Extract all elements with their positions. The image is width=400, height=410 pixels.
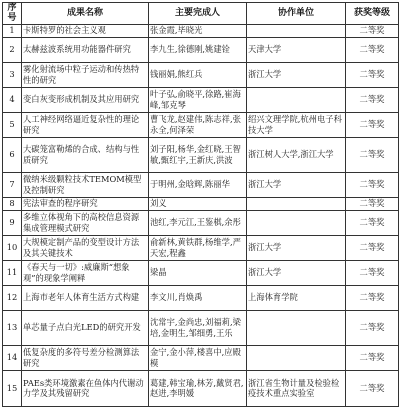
row-org: 上海体育学院 [247,285,346,310]
row-people: 曹飞龙,赵建伟,陈志祥,张永全,何泽荣 [149,112,247,137]
row-index: 3 [3,62,22,87]
table-row [3,137,399,172]
row-people: 葛建,韩宝瑜,林芳,戴贤君,赵进,李明媛 [149,370,247,406]
row-title: 《春天与一切》:威廉斯“想象观”的现象学阐释 [22,260,149,285]
row-org: 浙江大学 [247,172,346,197]
row-people: 池红,李元江,王鉴棋,余彤 [149,210,247,235]
table-row [3,62,399,87]
row-title: PAEs类环境激素在鱼体内代谢动力学及其残留研究 [22,370,149,406]
row-org: 浙江省生物计量及检验检疫技术重点实验室 [247,370,346,406]
header-title: 成果名称 [22,3,149,25]
row-people: 俞新林,黄铁群,杨维学,严天宏,程鑫 [149,235,247,260]
table-row [3,345,399,370]
row-award: 二等奖 [346,197,399,210]
row-award: 二等奖 [346,260,399,285]
row-people: 张金霞,毕晓光 [149,24,247,37]
row-org [247,210,346,235]
row-award: 二等奖 [346,62,399,87]
table-row [3,37,399,62]
row-org: 浙江大学 [247,62,346,87]
row-title: 单芯量子点白光LED的研究开发 [22,310,149,345]
row-award: 二等奖 [346,310,399,345]
row-award: 二等奖 [346,112,399,137]
row-award: 二等奖 [346,210,399,235]
header-people: 主要完成人 [149,3,247,25]
row-org: 绍兴文理学院,杭州电子科技大学 [247,112,346,137]
row-index: 10 [3,235,22,260]
row-people: 刘义 [149,197,247,210]
row-award: 二等奖 [346,87,399,112]
row-award: 二等奖 [346,285,399,310]
header-award: 获奖等级 [346,3,399,25]
table-row [3,260,399,285]
row-index: 6 [3,137,22,172]
row-index: 5 [3,112,22,137]
row-title: 多维立体视角下的高校信息资源集成管理模式研究 [22,210,149,235]
table-row [3,235,399,260]
row-index: 11 [3,260,22,285]
row-title: 卡斯特罗的社会主义观 [22,24,149,37]
awards-table [2,2,399,407]
row-org: 天津大学 [247,37,346,62]
row-people: 李九生,徐德刚,姚建铨 [149,37,247,62]
row-people: 李文川,肖焕禹 [149,285,247,310]
row-index: 7 [3,172,22,197]
row-award: 二等奖 [346,137,399,172]
table-row [3,197,399,210]
row-people: 沈常宇,金尚忠,刘福莉,梁培,金明生,邹细勇,王乐 [149,310,247,345]
row-award: 二等奖 [346,235,399,260]
row-org: 浙江大学 [247,260,346,285]
row-people: 梁晶 [149,260,247,285]
row-org [247,87,346,112]
row-org: 浙江树人大学,浙江大学 [247,137,346,172]
row-org [247,24,346,37]
row-award: 二等奖 [346,37,399,62]
header-org: 协作单位 [247,3,346,25]
table-row [3,210,399,235]
row-people: 刘子阳,杨华,金红晓,王智敏,甄红宇,王新庆,洪波 [149,137,247,172]
row-title: 上海市老年人体育生活方式构建 [22,285,149,310]
row-index: 13 [3,310,22,345]
row-index: 12 [3,285,22,310]
row-people: 叶子弘,俞晓平,徐路,崔海峰,邹克琴 [149,87,247,112]
row-title: 人工神经网络逼近复杂性的理论研究 [22,112,149,137]
header-index: 序号 [3,3,22,25]
row-index: 15 [3,370,22,406]
table-row [3,310,399,345]
row-award: 二等奖 [346,370,399,406]
row-people: 金宁,金小萍,楼喜中,应殿模 [149,345,247,370]
row-title: 雾化射流场中粒子运动和传热特性的研究 [22,62,149,87]
table-row [3,172,399,197]
row-index: 14 [3,345,22,370]
row-people: 钱丽娟,熊红兵 [149,62,247,87]
header-row [3,3,399,25]
row-title: 大碳笼富勒烯的合成、结构与性质研究 [22,137,149,172]
row-title: 宪法审查的程序研究 [22,197,149,210]
row-org [247,310,346,345]
row-index: 2 [3,37,22,62]
row-index: 9 [3,210,22,235]
row-org [247,197,346,210]
table-row [3,112,399,137]
row-index: 1 [3,24,22,37]
table-row [3,24,399,37]
row-org [247,345,346,370]
table-row [3,285,399,310]
row-award: 二等奖 [346,172,399,197]
row-index: 8 [3,197,22,210]
row-award: 二等奖 [346,24,399,37]
row-org: 浙江大学 [247,235,346,260]
row-title: 大规模定制产品的变型设计方法及其关键技术 [22,235,149,260]
row-title: 变白灰变形成机制及其应用研究 [22,87,149,112]
row-title: 太赫兹波系统用功能器件研究 [22,37,149,62]
row-award: 二等奖 [346,345,399,370]
table-row [3,370,399,406]
row-title: 微纳米级颗粒技术TEMOM模型及控制研究 [22,172,149,197]
table-row [3,87,399,112]
row-people: 于明州,金晗辉,陈丽华 [149,172,247,197]
row-title: 低复杂度的多符号差分检测算法研究 [22,345,149,370]
row-index: 4 [3,87,22,112]
